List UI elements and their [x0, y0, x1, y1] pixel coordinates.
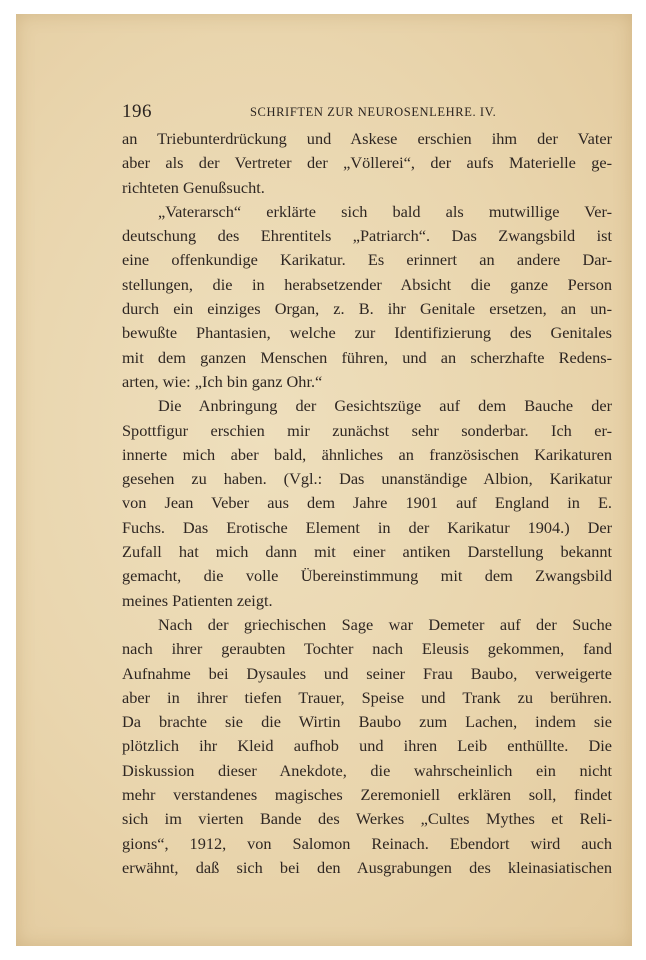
text-line: Aufnahme bei Dysaules und seiner Frau Baubo, verweigerte [122, 663, 612, 683]
text-line: deutschung des Ehrentitels „Patriarch“. Das Zwangsbild ist [122, 226, 612, 246]
text-line: richteten Genußsucht. [122, 177, 265, 197]
text-line: von Jean Veber aus dem Jahre 1901 auf England in E. [122, 493, 612, 513]
text-line: Spottfigur erschien mir zunächst sehr sonderbar. Ich er- [122, 420, 612, 440]
text-line: mit dem ganzen Menschen führen, und an scherzhafte Redens- [122, 347, 612, 367]
text-line: eine offenkundige Karikatur. Es erinnert an andere Dar- [122, 250, 612, 270]
page-number: 196 [122, 101, 152, 122]
text-line: sich im vierten Bande des Werkes „Cultes Mythes et Reli- [122, 809, 612, 829]
text-line: aber in ihrer tiefen Trauer, Speise und Trank zu berühren. [122, 687, 612, 707]
text-line: Diskussion dieser Anekdote, die wahrscheinlich ein nicht [122, 760, 612, 780]
text-line: innerte mich aber bald, ähnliches an französischen Karikaturen [122, 444, 612, 464]
body-text [122, 127, 612, 880]
text-line: an Triebunterdrückung und Askese erschien ihm der Vater [122, 129, 612, 148]
text-line: plötzlich ihr Kleid aufhob und ihren Leib enthüllte. Die [122, 736, 612, 756]
text-line: mehr verstandenes magisches Zeremoniell erklären soll, findet [122, 785, 612, 805]
text-line: gemacht, die volle Übereinstimmung mit dem Zwangsbild [122, 566, 612, 586]
text-line: erwähnt, daß sich bei den Ausgrabungen des kleinasiatischen [122, 857, 612, 877]
text-line: meines Patienten zeigt. [122, 590, 273, 610]
text-line: aber als der Vertreter der „Völlerei“, der aufs Materielle ge- [122, 153, 612, 173]
text-line: gesehen zu haben. (Vgl.: Das unanständige Albion, Karikatur [122, 469, 612, 489]
text-line: arten, wie: „Ich bin ganz Ohr.“ [122, 371, 323, 391]
text-line: Fuchs. Das Erotische Element in der Karikatur 1904.) Der [122, 517, 612, 537]
text-line: nach ihrer geraubten Tochter nach Eleusis gekommen, fand [122, 639, 612, 659]
text-line: „Vaterarsch“ erklärte sich bald als mutwillige Ver- [158, 201, 612, 221]
text-line: gions“, 1912, von Salomon Reinach. Ebendort wird auch [122, 833, 612, 853]
text-line: Nach der griechischen Sage war Demeter auf der Suche [158, 614, 612, 634]
text-line: Da brachte sie die Wirtin Baubo zum Lachen, indem sie [122, 712, 612, 732]
text-line: stellungen, die in herabsetzender Absicht die ganze Person [122, 274, 612, 294]
running-title: SCHRIFTEN ZUR NEUROSENLEHRE. IV. [250, 105, 497, 119]
text-line: Zufall hat mich dann mit einer antiken Darstellung bekannt [122, 542, 612, 562]
text-line: durch ein einziges Organ, z. B. ihr Genitale ersetzen, an un- [122, 299, 612, 319]
text-line: bewußte Phantasien, welche zur Identifizierung des Genitales [122, 323, 612, 343]
text-line: Die Anbringung der Gesichtszüge auf dem Bauche der [158, 396, 612, 416]
